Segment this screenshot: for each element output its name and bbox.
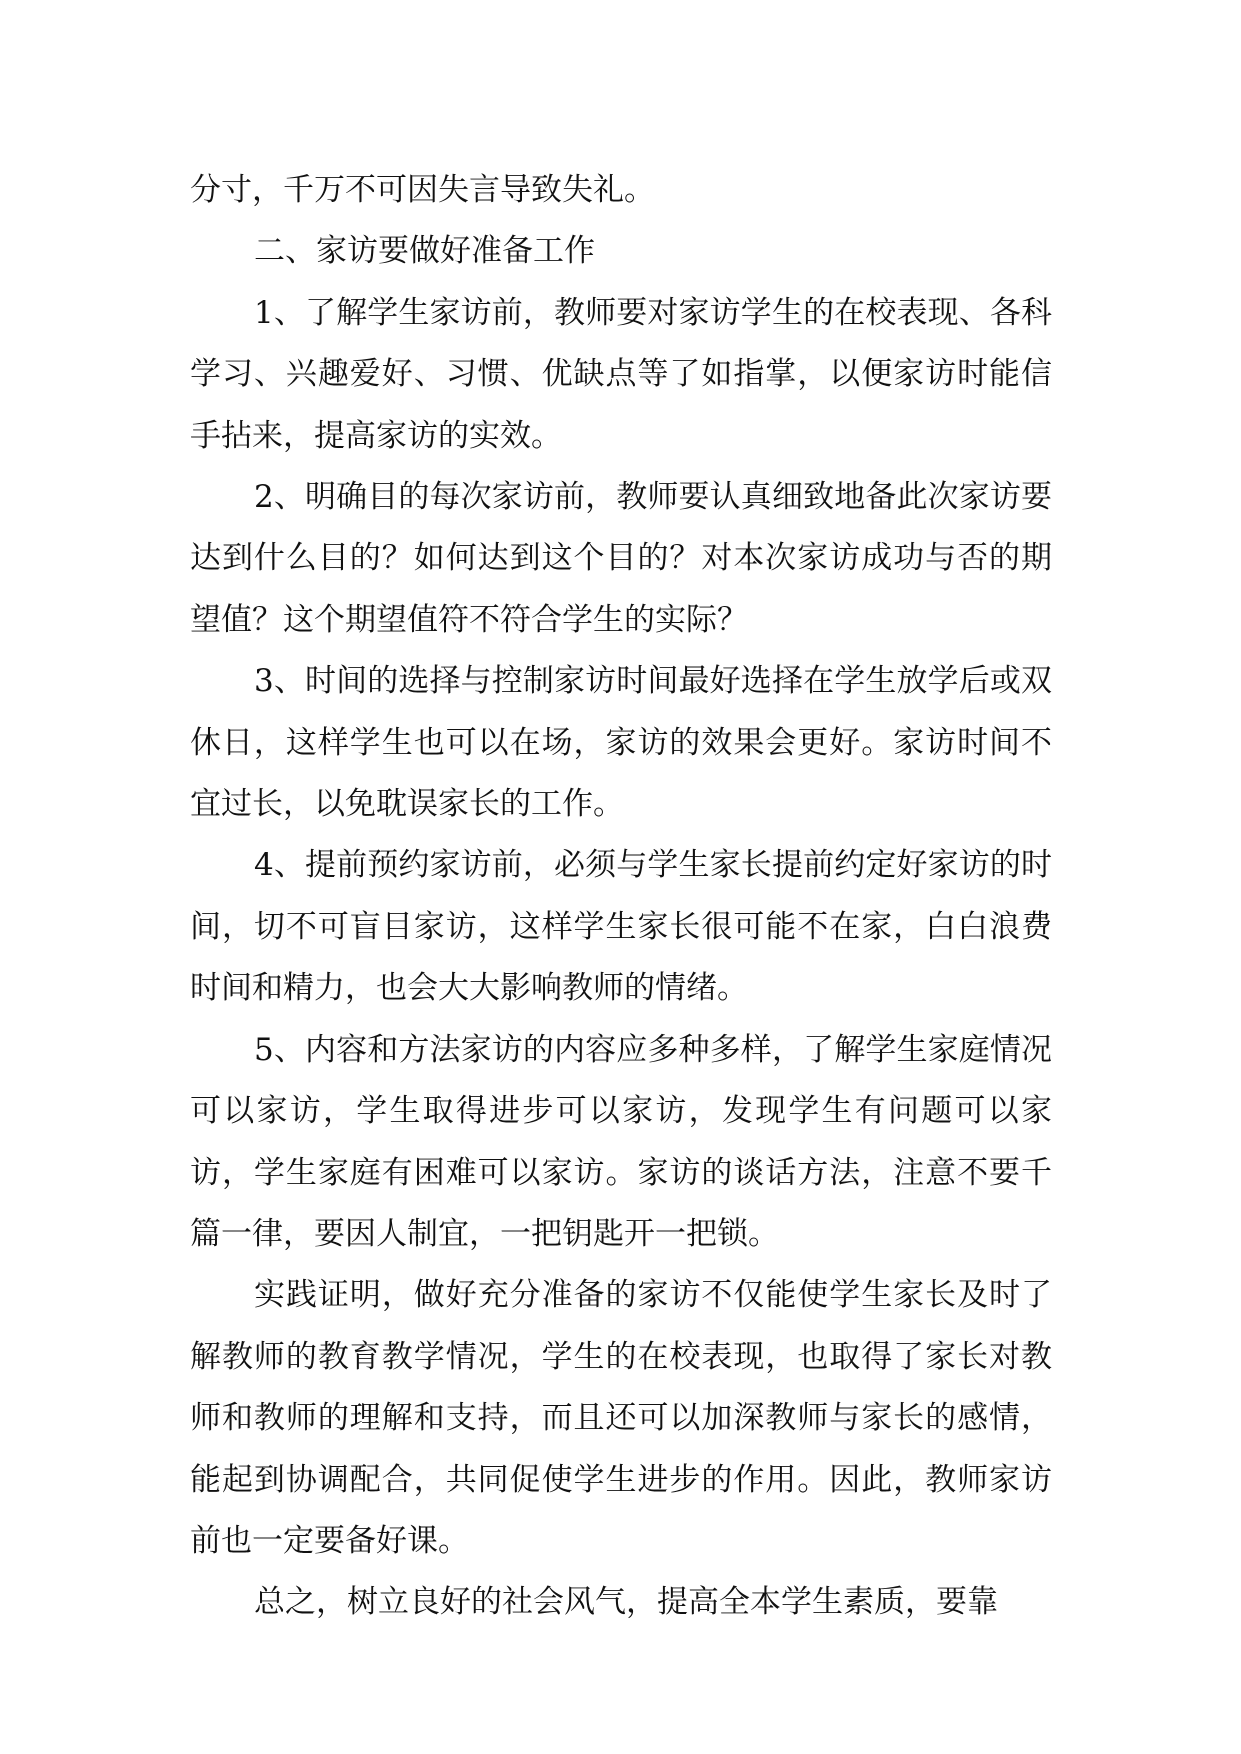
paragraph-item-4: 4、提前预约家访前，必须与学生家长提前约定好家访的时间，切不可盲目家访，这样学生家长很可能不在家，白白浪费时间和精力，也会大大影响教师的情绪。: [190, 847, 1052, 1007]
body-text: [190, 160, 1052, 1634]
paragraph-item-1: 1、了解学生家访前，教师要对家访学生的在校表现、各科学习、兴趣爱好、习惯、优缺点等了如指掌，以便家访时能信手拈来，提高家访的实效。: [190, 294, 1052, 454]
paragraph-continuation: 分寸，千万不可因失言导致失礼。: [190, 172, 655, 208]
paragraph-summary: 总之，树立良好的社会风气，提高全本学生素质，要靠: [254, 1584, 998, 1621]
paragraph-item-2: 2、明确目的每次家访前，教师要认真细致地备此次家访要达到什么目的？如何达到这个目的？对本次家访成功与否的期望值？这个期望值符不符合学生的实际？: [190, 479, 1052, 638]
section-heading: 二、家访要做好准备工作: [254, 233, 595, 270]
paragraph-item-3: 3、时间的选择与控制家访时间最好选择在学生放学后或双休日，这样学生也可以在场，家访的效果会更好。家访时间不宜过长，以免耽误家长的工作。: [190, 663, 1052, 823]
paragraph-item-5: 5、内容和方法家访的内容应多种多样，了解学生家庭情况可以家访，学生取得进步可以家访，发现学生有问题可以家访，学生家庭有困难可以家访。家访的谈话方法，注意不要千篇一律，要因人制宜，一把钥匙开一把锁。: [190, 1031, 1052, 1252]
paragraph-practice: 实践证明，做好充分准备的家访不仅能使学生家长及时了解教师的教育教学情况，学生的在校表现，也取得了家长对教师和教师的理解和支持，而且还可以加深教师与家长的感情，能起到协调配合，共同促使学生进步的作用。因此，教师家访前也一定要备好课。: [190, 1277, 1052, 1559]
